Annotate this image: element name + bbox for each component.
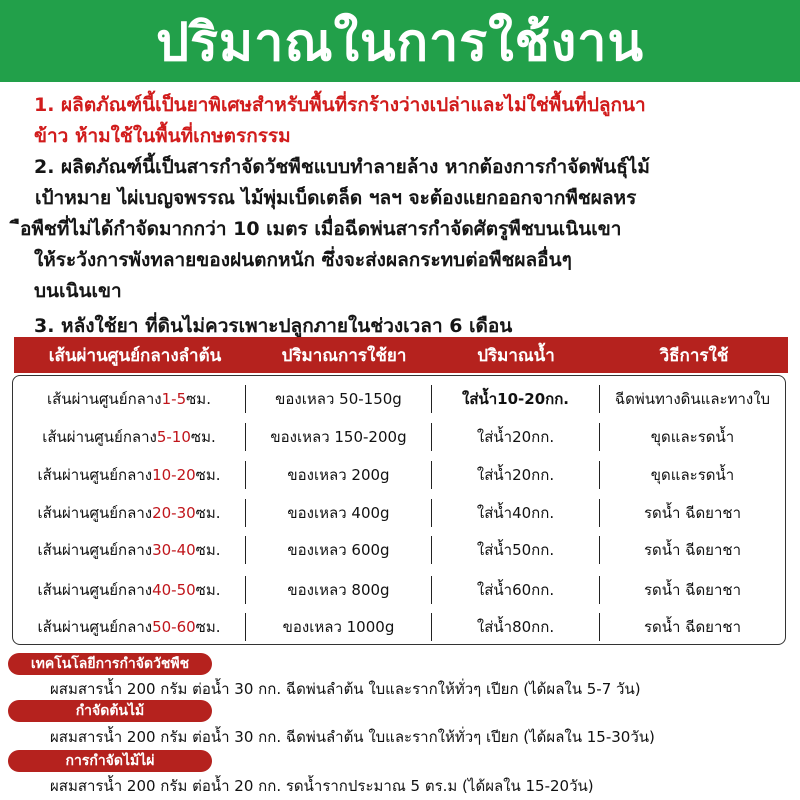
table-row	[13, 381, 785, 417]
header-water: ปริมาณน้ำ	[477, 345, 555, 366]
dose-cell: ของเหลว 800g	[245, 576, 431, 604]
dose-cell: ของเหลว 150-200g	[245, 423, 431, 451]
diameter-cell: เส้นผ่านศูนย์กลาง10-20ซม.	[37, 466, 221, 484]
water-cell: ใส่น้ำ60กก.	[431, 576, 599, 604]
note-2-line-2: เป้าหมาย ไผ่เบญจพรรณ ไม้พุ่มเบ็ดเตล็ด ฯลฯ จะต้องแยกออกจากพืชผลหร	[35, 187, 637, 209]
diameter-cell: เส้นผ่านศูนย์กลาง1-5ซม.	[47, 390, 211, 408]
table-row	[13, 457, 785, 493]
dose-cell: ของเหลว 50-150g	[245, 385, 431, 413]
diameter-cell: เส้นผ่านศูนย์กลาง5-10ซม.	[42, 428, 216, 446]
dose-cell: ของเหลว 400g	[245, 499, 431, 527]
diameter-cell: เส้นผ่านศูนย์กลาง50-60ซม.	[37, 618, 221, 636]
water-cell: ใส่น้ำ50กก.	[431, 536, 599, 564]
dose-cell: ของเหลว 600g	[245, 536, 431, 564]
method-label-weed-control: เทคโนโลยีการกำจัดวัชพืช	[8, 653, 212, 675]
method-cell: รดน้ำ ฉีดยาชา	[599, 613, 785, 641]
method-label-tree-removal: กำจัดต้นไม้	[8, 700, 212, 722]
diameter-cell: เส้นผ่านศูนย์กลาง30-40ซม.	[37, 541, 221, 559]
dosage-table	[12, 375, 786, 645]
header-dosage: ปริมาณการใช้ยา	[281, 345, 407, 366]
method-cell: รดน้ำ ฉีดยาชา	[599, 536, 785, 564]
water-cell: ใส่น้ำ20กก.	[431, 461, 599, 489]
diameter-cell: เส้นผ่านศูนย์กลาง20-30ซม.	[37, 504, 221, 522]
diameter-cell: เส้นผ่านศูนย์กลาง40-50ซม.	[37, 581, 221, 599]
usage-notes	[20, 90, 794, 342]
note-2-line-5: บนเนินเขา	[34, 280, 122, 302]
method-cell: ขุดและรดน้ำ	[599, 423, 785, 451]
table-row	[13, 532, 785, 568]
note-2-line-4: ให้ระวังการพังทลายของฝนตกหนัก ซึ่งจะส่งผลกระทบต่อพืชผลอื่นๆ	[34, 249, 572, 271]
note-1-line-2: ข้าว ห้ามใช้ในพื้นที่เกษตรกรรม	[34, 125, 291, 147]
dose-cell: ของเหลว 1000g	[245, 613, 431, 641]
table-row	[13, 572, 785, 608]
table-header	[14, 337, 788, 373]
note-3: 3. หลังใช้ยา ที่ดินไม่ควรเพาะปลูกภายในช่วงเวลา 6 เดือน	[34, 315, 513, 337]
header-method: วิธีการใช้	[659, 345, 729, 366]
method-cell: รดน้ำ ฉีดยาชา	[599, 576, 785, 604]
method-text-bamboo-removal: ผสมสารน้ำ 200 กรัม ต่อน้ำ 20 กก. รดน้ำรากประมาณ 5 ตร.ม (ได้ผลใน 15-20วัน)	[50, 777, 594, 795]
water-cell: ใส่น้ำ20กก.	[431, 423, 599, 451]
table-row	[13, 495, 785, 531]
method-cell: รดน้ำ ฉีดยาชา	[599, 499, 785, 527]
water-cell: ใส่น้ำ40กก.	[431, 499, 599, 527]
method-label-bamboo-removal: การกำจัดไม้ไผ่	[8, 750, 212, 772]
page-title: ปริมาณในการใช้งาน	[155, 12, 645, 73]
method-text-tree-removal: ผสมสารน้ำ 200 กรัม ต่อน้ำ 30 กก. ฉีดพ่นลำต้น ใบและรากให้ทั่วๆ เปียก (ได้ผลใน 15-30วัน)	[50, 728, 655, 746]
table-row	[13, 609, 785, 645]
header-stem-diameter: เส้นผ่านศูนย์กลางลำต้น	[48, 345, 222, 366]
dose-cell: ของเหลว 200g	[245, 461, 431, 489]
method-cell: ฉีดพ่นทางดินและทางใบ	[599, 385, 785, 413]
method-text-weed-control: ผสมสารน้ำ 200 กรัม ต่อน้ำ 30 กก. ฉีดพ่นลำต้น ใบและรากให้ทั่วๆ เปียก (ได้ผลใน 5-7 วัน)	[50, 680, 641, 698]
water-cell: ใส่น้ำ10-20กก.	[431, 385, 599, 413]
method-cell: ขุดและรดน้ำ	[599, 461, 785, 489]
table-row	[13, 419, 785, 455]
note-2-line-3: ือพืชที่ไม่ได้กำจัดมากกว่า 10 เมตร เมื่อฉีดพ่นสารกำจัดศัตรูพืชบนเนินเขา	[20, 218, 622, 240]
note-1-line-1: 1. ผลิตภัณฑ์นี้เป็นยาพิเศษสำหรับพื้นที่รกร้างว่างเปล่าและไม่ใช่พื้นที่ปลูกนา	[34, 94, 646, 116]
water-cell: ใส่น้ำ80กก.	[431, 613, 599, 641]
title-banner	[0, 0, 800, 82]
note-2-line-1: 2. ผลิตภัณฑ์นี้เป็นสารกำจัดวัชพืชแบบทำลายล้าง หากต้องการกำจัดพันธุ์ไม้	[34, 156, 650, 178]
